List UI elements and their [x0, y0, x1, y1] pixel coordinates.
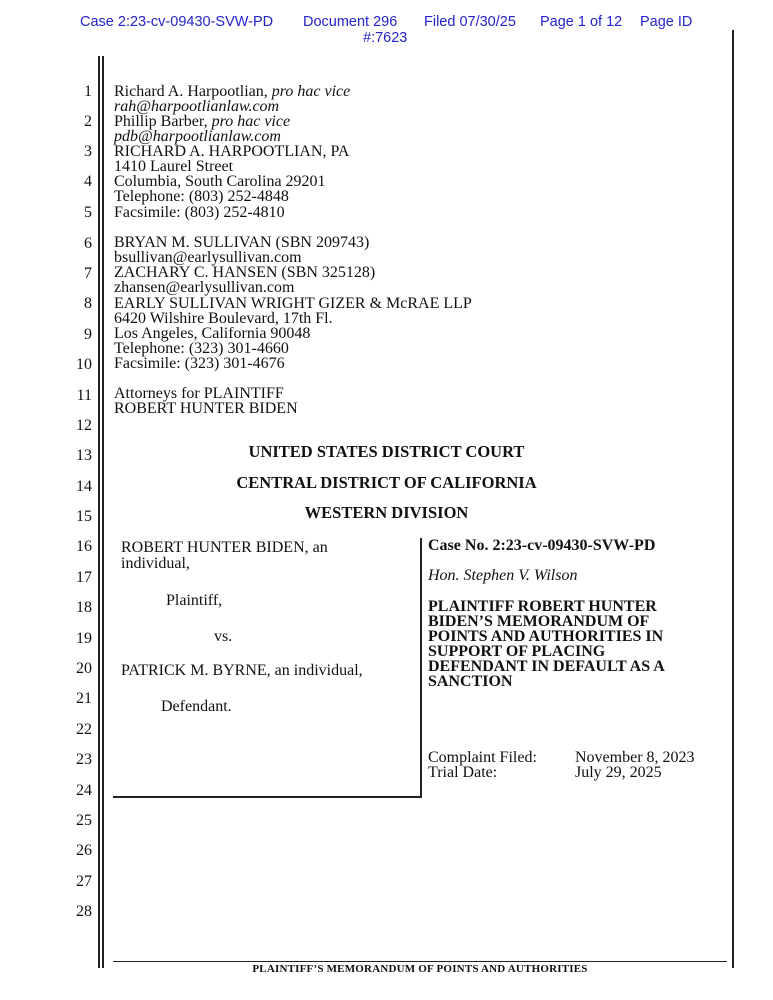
line-number: 26	[76, 842, 92, 859]
line-number: 24	[76, 782, 92, 799]
right-margin-rule	[732, 30, 734, 968]
line-number: 7	[84, 265, 92, 282]
line-number: 2	[84, 113, 92, 130]
trial-date-label: Trial Date:	[428, 764, 498, 781]
line-number: 21	[76, 690, 92, 707]
trial-date: July 29, 2025	[575, 764, 662, 781]
line-number: 6	[84, 235, 92, 252]
firm-fax: Facsimile: (803) 252-4810	[114, 204, 285, 221]
line-number: 19	[76, 630, 92, 647]
page-count: Page 1 of 12	[540, 14, 623, 30]
line-number: 18	[76, 599, 92, 616]
document-title-line: PLAINTIFF ROBERT HUNTER	[428, 598, 657, 615]
defendant-role: Defendant.	[161, 698, 232, 715]
filed-date: Filed 07/30/25	[424, 14, 516, 30]
line-number: 1	[84, 83, 92, 100]
document-title-line: SUPPORT OF PLACING	[428, 643, 606, 660]
firm-phone: Telephone: (803) 252-4848	[114, 188, 289, 205]
footer-rule	[113, 961, 727, 962]
line-number: 10	[76, 356, 92, 373]
page-footer: PLAINTIFF’S MEMORANDUM OF POINTS AND AUTHORITIES	[252, 963, 588, 975]
document-title-line: DEFENDANT IN DEFAULT AS A	[428, 658, 665, 675]
complaint-filed-date: November 8, 2023	[575, 749, 695, 766]
caption-divider	[420, 538, 422, 798]
firm-name: EARLY SULLIVAN WRIGHT GIZER & McRAE LLP	[114, 295, 472, 312]
line-number: 16	[76, 538, 92, 555]
document-title-line: BIDEN’S MEMORANDUM OF	[428, 613, 650, 630]
line-number: 20	[76, 660, 92, 677]
judge-name: Hon. Stephen V. Wilson	[428, 567, 578, 584]
line-number: 9	[84, 326, 92, 343]
line-number: 25	[76, 812, 92, 829]
firm-phone: Telephone: (323) 301-4660	[114, 340, 289, 357]
court-district: CENTRAL DISTRICT OF CALIFORNIA	[236, 473, 537, 492]
firm-city: Los Angeles, California 90048	[114, 325, 311, 342]
line-number: 8	[84, 295, 92, 312]
line-number: 14	[76, 478, 92, 495]
counsel-email: bsullivan@earlysullivan.com	[114, 249, 302, 266]
line-number: 15	[76, 508, 92, 525]
firm-city: Columbia, South Carolina 29201	[114, 173, 326, 190]
court-name: UNITED STATES DISTRICT COURT	[248, 442, 525, 461]
plaintiff-descriptor: individual,	[121, 555, 190, 572]
line-number: 11	[76, 387, 92, 404]
line-number: 22	[76, 721, 92, 738]
case-number: Case No. 2:23-cv-09430-SVW-PD	[428, 537, 656, 554]
line-number: 12	[76, 417, 92, 434]
line-number: 28	[76, 903, 92, 920]
complaint-filed-label: Complaint Filed:	[428, 749, 537, 766]
caption-bottom-rule	[113, 796, 421, 798]
counsel-name: ZACHARY C. HANSEN (SBN 325128)	[114, 264, 376, 281]
client-name: ROBERT HUNTER BIDEN	[114, 400, 298, 417]
firm-fax: Facsimile: (323) 301-4676	[114, 355, 285, 372]
counsel-email: pdb@harpootlianlaw.com	[114, 128, 281, 145]
line-number: 4	[84, 173, 92, 190]
counsel-name: Phillip Barber, pro hac vice	[114, 113, 291, 130]
firm-street: 1410 Laurel Street	[114, 158, 234, 175]
document-title-line: POINTS AND AUTHORITIES IN	[428, 628, 664, 645]
page-id-number: #:7623	[363, 30, 408, 46]
line-number: 23	[76, 751, 92, 768]
counsel-name: Richard A. Harpootlian, pro hac vice	[114, 83, 351, 100]
firm-street: 6420 Wilshire Boulevard, 17th Fl.	[114, 310, 333, 327]
versus: vs.	[214, 628, 233, 645]
document-title	[428, 599, 728, 689]
court-division: WESTERN DIVISION	[304, 503, 469, 522]
defendant-name: PATRICK M. BYRNE, an individual,	[121, 662, 363, 679]
attorneys-for: Attorneys for PLAINTIFF	[114, 385, 284, 402]
line-number: 17	[76, 569, 92, 586]
firm-name: RICHARD A. HARPOOTLIAN, PA	[114, 143, 350, 160]
line-number: 27	[76, 873, 92, 890]
line-number: 3	[84, 143, 92, 160]
counsel-email: rah@harpootlianlaw.com	[114, 98, 280, 115]
line-number: 13	[76, 447, 92, 464]
plaintiff-name: ROBERT HUNTER BIDEN, an	[121, 539, 328, 556]
document-number: Document 296	[303, 14, 398, 30]
plaintiff-role: Plaintiff,	[166, 592, 223, 609]
page-id-label: Page ID	[640, 14, 693, 30]
case-number-header: Case 2:23-cv-09430-SVW-PD	[80, 14, 274, 30]
counsel-email: zhansen@earlysullivan.com	[114, 279, 295, 296]
line-number: 5	[84, 204, 92, 221]
counsel-name: BRYAN M. SULLIVAN (SBN 209743)	[114, 234, 370, 251]
document-title-line: SANCTION	[428, 673, 513, 690]
